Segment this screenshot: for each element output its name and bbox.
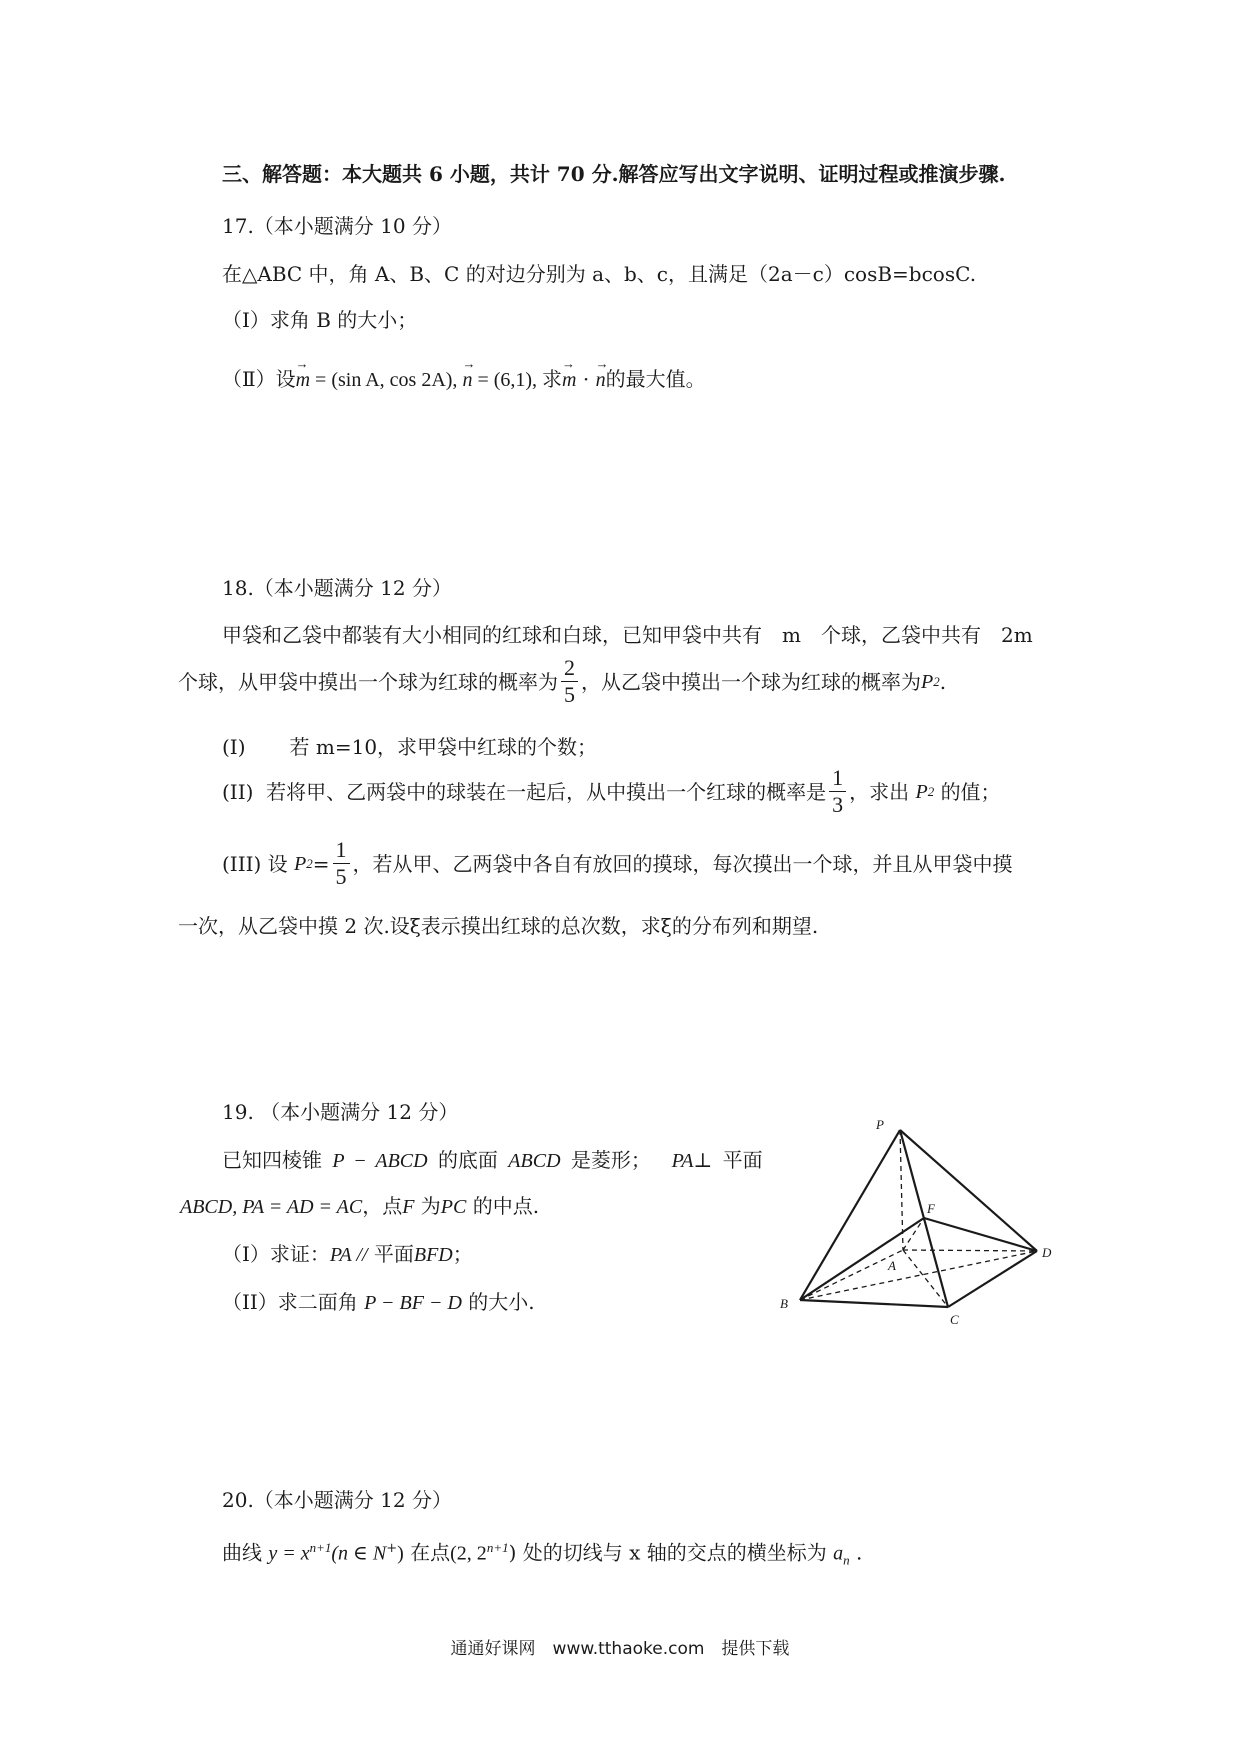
edge-PD	[900, 1130, 1037, 1251]
edge-BC	[800, 1300, 948, 1307]
vector-n: → n	[462, 362, 472, 394]
q19-part1: （I）求证：PA // 平面BFD；	[222, 1242, 473, 1266]
label-A: A	[888, 1258, 896, 1273]
label-D: D	[1042, 1245, 1052, 1260]
q19-part2: （II）求二面角 P − BF − D 的大小.	[222, 1290, 535, 1314]
q18-part3: (III) 设 P 2 = $\frac{1}{5}$ ，若从甲、乙两袋中各自有放回的摸球，每次摸出一个球，并且从甲袋中摸	[222, 837, 1013, 889]
q18-part2: (II) 若将甲、乙两袋中的球装在一起后，从中摸出一个红球的概率是 $\frac{1}{3}$ ，求出 P 2 的值；	[222, 765, 1001, 817]
pyramid-figure	[770, 1110, 1070, 1330]
fraction-2-5: $\frac{2}{5}$	[561, 656, 578, 707]
fraction-1-3: $\frac{1}{3}$	[829, 766, 846, 817]
edge-AF-hidden	[903, 1218, 924, 1250]
label-P: P	[876, 1117, 884, 1132]
q19-line1: 已知四棱锥 P − ABCD 的底面 ABCD 是菱形； PA⊥ 平面	[222, 1148, 763, 1172]
label-B: B	[780, 1296, 788, 1311]
q20-stem: 曲线 $y = x^{n+1}(n$ ∈ N+) 在点(2, $2^{n+1}$) 处的切线与 x 轴的交点的横坐标为 $a_n$ .	[222, 1540, 863, 1568]
section-header: 三、解答题：本大题共 6 小题，共计 70 分.解答应写出文字说明、证明过程或推演步骤.	[222, 162, 1006, 186]
q18-line1: 甲袋和乙袋中都装有大小相同的红球和白球，已知甲袋中共有 m 个球，乙袋中共有 2m	[222, 623, 1033, 647]
q19-heading: 19. （本小题满分 12 分）	[222, 1100, 459, 1124]
q18-part1: (I) 若 m=10，求甲袋中红球的个数；	[222, 735, 598, 759]
label-F: F	[927, 1201, 935, 1216]
edge-PB	[800, 1130, 900, 1300]
q18-line2: 个球，从甲袋中摸出一个球为红球的概率为 $\frac{2}{5}$ ，从乙袋中摸出一个球为红球的概率为 P 2 .	[178, 655, 947, 707]
edge-AD-hidden	[903, 1250, 1037, 1251]
q18-part3-line2: 一次，从乙袋中摸 2 次.设ξ表示摸出红球的总次数，求ξ的分布列和期望.	[178, 914, 819, 938]
edge-FD	[924, 1218, 1037, 1251]
vector-m: → m	[296, 362, 310, 394]
edge-CD	[948, 1251, 1037, 1307]
q17-part1: （Ⅰ）求角 B 的大小；	[222, 308, 418, 332]
footer-source: 通通好课网 www.tthaoke.com 提供下载	[450, 1639, 790, 1659]
q17-part2: （Ⅱ）设→ m = (sin A, cos 2A), → n = (6,1), 求→ m · → n的最大值。	[222, 362, 706, 394]
q17-stem: 在△ABC 中，角 A、B、C 的对边分别为 a、b、c，且满足（2a－c）cosB=bcosC.	[222, 262, 977, 286]
label-C: C	[950, 1312, 959, 1327]
q20-heading: 20.（本小题满分 12 分）	[222, 1488, 452, 1512]
q17-heading: 17.（本小题满分 10 分）	[222, 214, 452, 238]
fraction-1-5: $\frac{1}{5}$	[333, 838, 350, 889]
q18-heading: 18.（本小题满分 12 分）	[222, 576, 452, 600]
q19-line2: ABCD, PA = AD = AC，点F 为PC 的中点.	[180, 1194, 540, 1218]
